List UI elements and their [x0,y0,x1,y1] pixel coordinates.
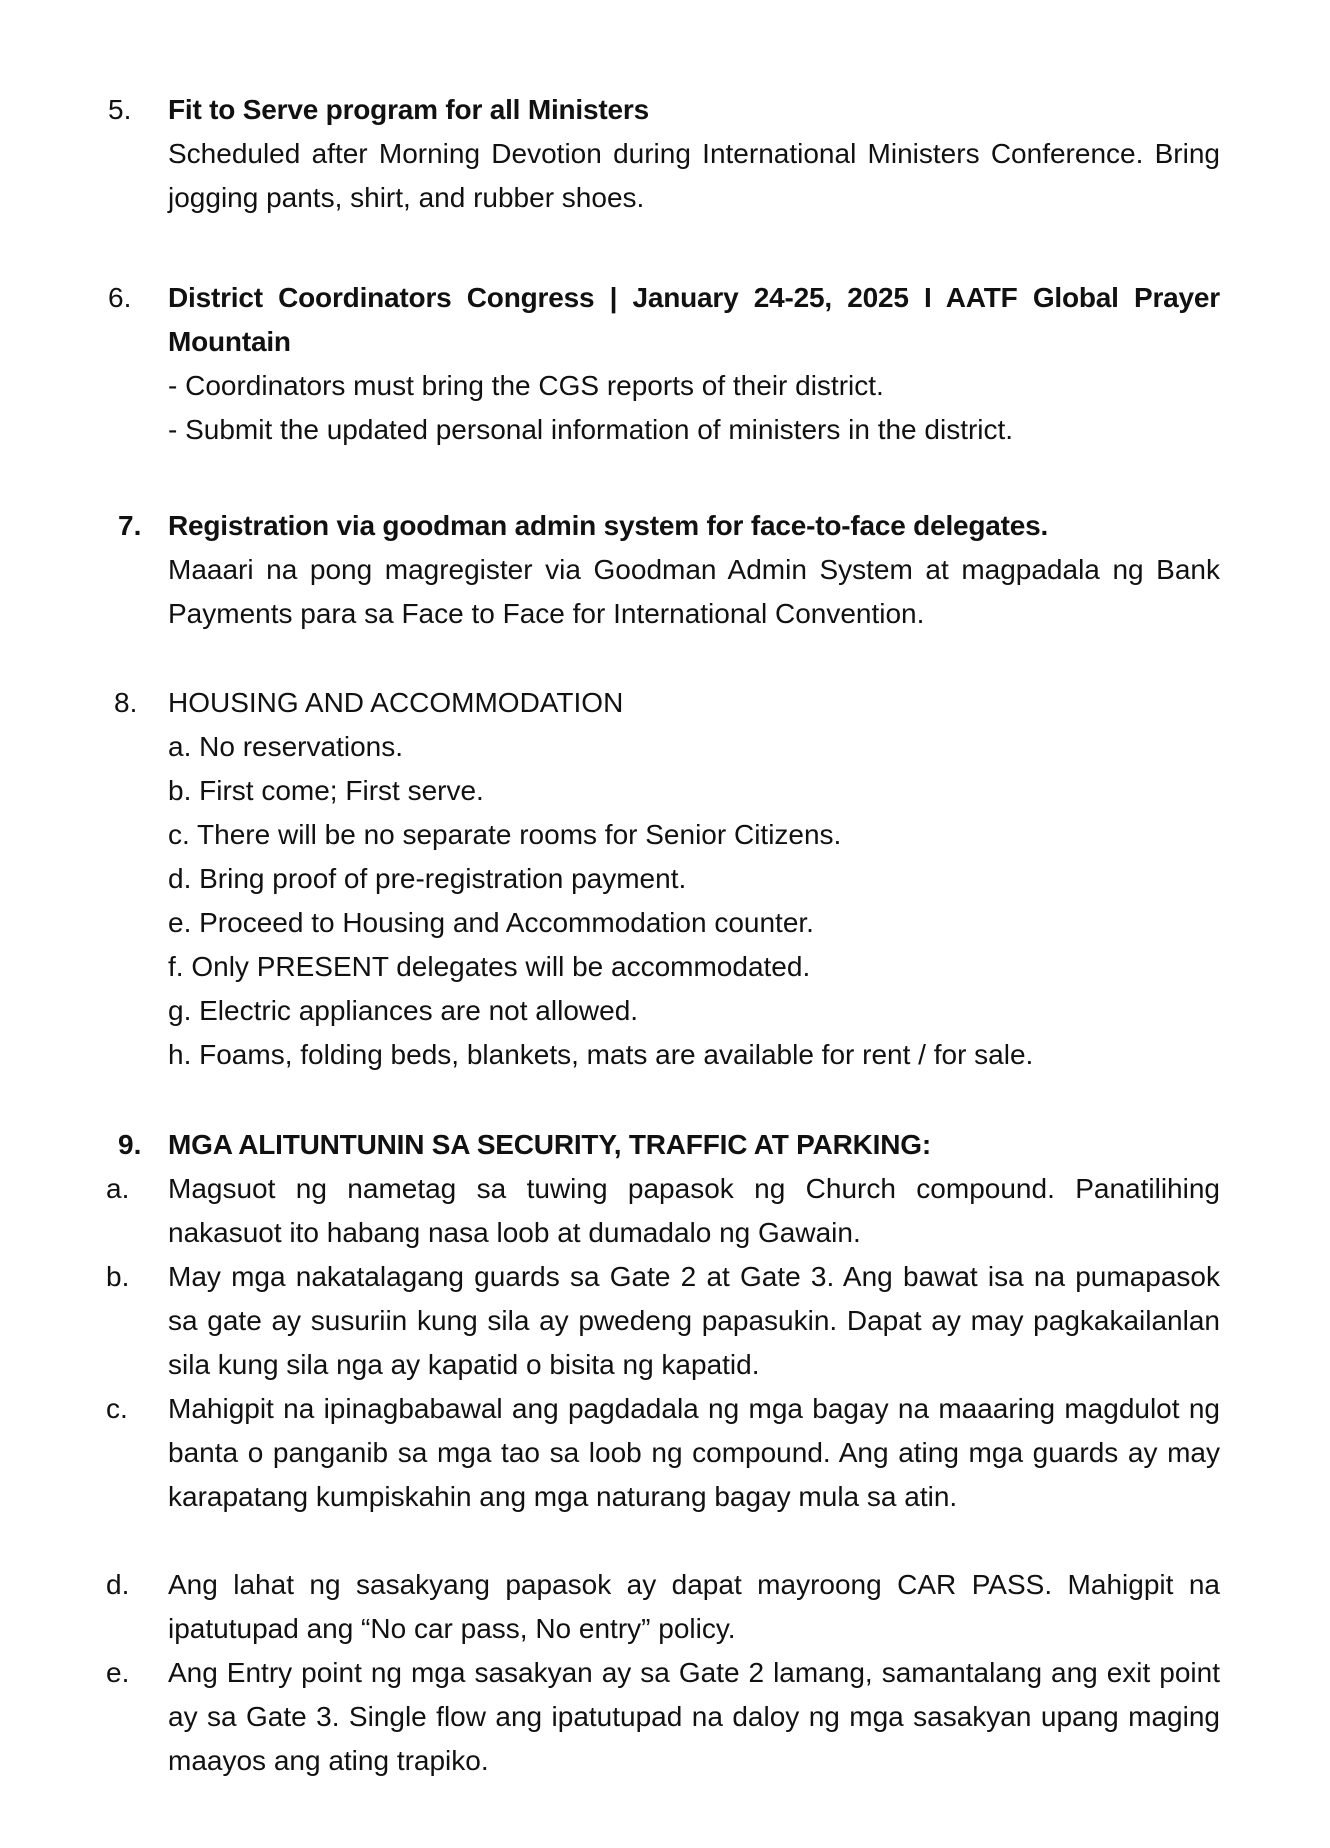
section-number: 6. [108,282,132,313]
subitem-letter: b. [106,1261,130,1292]
section-number: 5. [108,94,132,125]
subitem-text: May mga nakatalagang guards sa Gate 2 at Gate 3. Ang bawat isa na pumapasok sa gate ay susuriin kung sila ay pwedeng papasukin. Dapat ay may pagkakailanlan sila kung sila nga ay kapatid o bisita ng kapatid. [168,1261,1220,1380]
subitem-text: Mahigpit na ipinagbabawal ang pagdadala ng mga bagay na maaaring magdulot ng banta o panganib sa mga tao sa loob ng compound. Ang ating mga guards ay may karapatang kumpiskahin ang mga naturang bagay mula sa atin. [168,1393,1220,1512]
section-title: HOUSING AND ACCOMMODATION [168,687,624,718]
section-title: Registration via goodman admin system for face-to-face delegates. [168,510,1049,541]
list-item: g. Electric appliances are not allowed. [168,995,639,1026]
section-content [168,88,1220,220]
list-item: f. Only PRESENT delegates will be accommodated. [168,951,811,982]
subitem-letter: c. [106,1393,128,1424]
section-title: District Coordinators Congress | January 24-25, 2025 I AATF Global Prayer Mountain [168,282,1220,357]
section-body: Maaari na pong magregister via Goodman Admin System at magpadala ng Bank Payments para sa Face to Face for International Convention. [168,554,1220,629]
list-item: e. Proceed to Housing and Accommodation counter. [168,907,814,938]
section-content [168,276,1220,452]
section-body: Scheduled after Morning Devotion during International Ministers Conference. Bring jogging pants, shirt, and rubber shoes. [168,138,1220,213]
list-item: h. Foams, folding beds, blankets, mats are available for rent / for sale. [168,1039,1034,1070]
list-item: - Coordinators must bring the CGS reports of their district. [168,370,884,401]
section-content [168,681,1220,1077]
section-content [168,504,1220,636]
list-item: b. First come; First serve. [168,775,484,806]
list-item: c. There will be no separate rooms for Senior Citizens. [168,819,842,850]
subitem-letter: a. [106,1173,130,1204]
section-number: 7. [118,510,142,541]
list-item: a. No reservations. [168,731,403,762]
subitem-letter: d. [106,1569,130,1600]
list-item: d. Bring proof of pre-registration payment. [168,863,687,894]
subitem-text: Ang lahat ng sasakyang papasok ay dapat mayroong CAR PASS. Mahigpit na ipatutupad ang “No car pass, No entry” policy. [168,1569,1220,1644]
section-title: MGA ALITUNTUNIN SA SECURITY, TRAFFIC AT PARKING: [168,1129,931,1160]
section-content [168,1123,1220,1167]
section-number: 9. [118,1129,142,1160]
subitem-letter: e. [106,1657,130,1688]
subitem-text: Ang Entry point ng mga sasakyan ay sa Gate 2 lamang, samantalang ang exit point ay sa Gate 3. Single flow ang ipatutupad na daloy ng mga sasakyan upang maging maayos ang ating trapiko. [168,1657,1220,1776]
subitem-text: Magsuot ng nametag sa tuwing papasok ng Church compound. Panatilihing nakasuot ito habang nasa loob at dumadalo ng Gawain. [168,1173,1220,1248]
section-number: 8. [114,687,138,718]
section-title: Fit to Serve program for all Ministers [168,94,649,125]
list-item: - Submit the updated personal information of ministers in the district. [168,414,1014,445]
